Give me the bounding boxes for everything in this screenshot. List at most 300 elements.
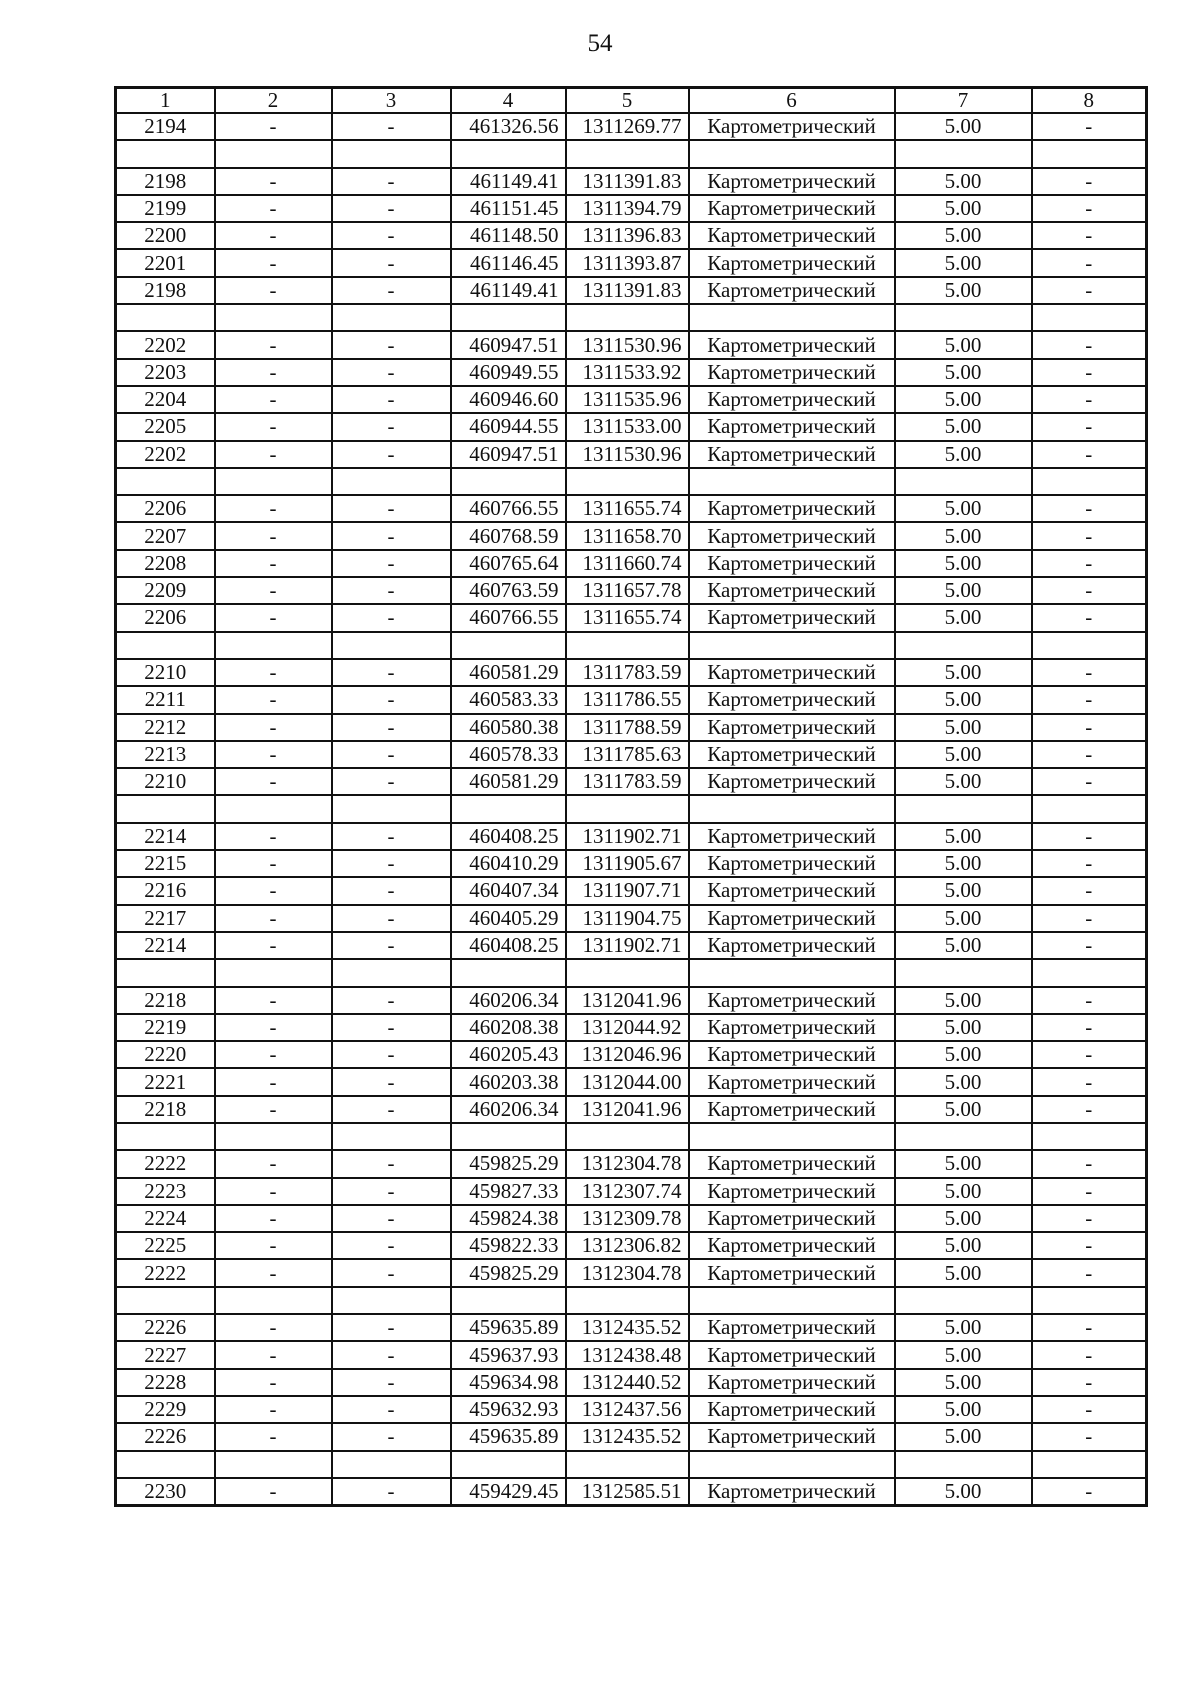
cell-col-8: - bbox=[1032, 359, 1147, 386]
cell-x-coordinate bbox=[451, 140, 566, 167]
cell-point-number: 2208 bbox=[116, 550, 215, 577]
page-number: 54 bbox=[587, 30, 613, 57]
cell-point-number: 2229 bbox=[116, 1396, 215, 1423]
cell-col-8: - bbox=[1032, 222, 1147, 249]
cell-col-3: - bbox=[332, 441, 451, 468]
cell-x-coordinate: 460765.64 bbox=[451, 550, 566, 577]
cell-col-3 bbox=[332, 468, 451, 495]
cell-y-coordinate: 1311902.71 bbox=[566, 932, 689, 959]
cell-col-8: - bbox=[1032, 1014, 1147, 1041]
cell-x-coordinate: 459825.29 bbox=[451, 1259, 566, 1286]
cell-accuracy: 5.00 bbox=[895, 1232, 1032, 1259]
cell-method bbox=[689, 1287, 895, 1314]
cell-x-coordinate: 460949.55 bbox=[451, 359, 566, 386]
cell-col-2 bbox=[215, 1123, 332, 1150]
cell-col-8: - bbox=[1032, 604, 1147, 631]
cell-x-coordinate: 459635.89 bbox=[451, 1423, 566, 1450]
table-row bbox=[116, 413, 1147, 440]
cell-method: Картометрический bbox=[689, 249, 895, 276]
table-row bbox=[116, 823, 1147, 850]
cell-accuracy: 5.00 bbox=[895, 550, 1032, 577]
cell-accuracy: 5.00 bbox=[895, 1041, 1032, 1068]
cell-x-coordinate: 459827.33 bbox=[451, 1178, 566, 1205]
cell-col-2: - bbox=[215, 686, 332, 713]
table-row bbox=[116, 1150, 1147, 1177]
cell-point-number: 2203 bbox=[116, 359, 215, 386]
cell-y-coordinate: 1311533.92 bbox=[566, 359, 689, 386]
cell-col-3: - bbox=[332, 1396, 451, 1423]
cell-point-number: 2202 bbox=[116, 441, 215, 468]
cell-x-coordinate: 460944.55 bbox=[451, 413, 566, 440]
cell-method: Картометрический bbox=[689, 1041, 895, 1068]
cell-point-number: 2218 bbox=[116, 987, 215, 1014]
cell-point-number bbox=[116, 468, 215, 495]
cell-accuracy: 5.00 bbox=[895, 522, 1032, 549]
cell-method: Картометрический bbox=[689, 1150, 895, 1177]
cell-col-3: - bbox=[332, 1096, 451, 1123]
cell-x-coordinate: 461149.41 bbox=[451, 277, 566, 304]
table-row bbox=[116, 1341, 1147, 1368]
cell-method: Картометрический bbox=[689, 1096, 895, 1123]
cell-col-3: - bbox=[332, 577, 451, 604]
cell-point-number bbox=[116, 140, 215, 167]
cell-x-coordinate: 461149.41 bbox=[451, 168, 566, 195]
cell-y-coordinate: 1312304.78 bbox=[566, 1259, 689, 1286]
cell-col-8: - bbox=[1032, 550, 1147, 577]
cell-col-3: - bbox=[332, 659, 451, 686]
cell-y-coordinate bbox=[566, 795, 689, 822]
cell-col-2: - bbox=[215, 331, 332, 358]
cell-col-3 bbox=[332, 959, 451, 986]
cell-method: Картометрический bbox=[689, 686, 895, 713]
cell-col-8: - bbox=[1032, 1423, 1147, 1450]
cell-col-3: - bbox=[332, 987, 451, 1014]
cell-accuracy: 5.00 bbox=[895, 686, 1032, 713]
cell-col-3: - bbox=[332, 604, 451, 631]
cell-method bbox=[689, 140, 895, 167]
cell-point-number: 2213 bbox=[116, 741, 215, 768]
cell-y-coordinate: 1311396.83 bbox=[566, 222, 689, 249]
cell-y-coordinate: 1311530.96 bbox=[566, 441, 689, 468]
cell-col-8 bbox=[1032, 1287, 1147, 1314]
cell-y-coordinate: 1312044.00 bbox=[566, 1068, 689, 1095]
cell-col-2: - bbox=[215, 1259, 332, 1286]
cell-col-3 bbox=[332, 140, 451, 167]
cell-x-coordinate: 459825.29 bbox=[451, 1150, 566, 1177]
cell-col-3 bbox=[332, 304, 451, 331]
cell-y-coordinate: 1312435.52 bbox=[566, 1314, 689, 1341]
cell-y-coordinate: 1312306.82 bbox=[566, 1232, 689, 1259]
table-spacer-row bbox=[116, 304, 1147, 331]
cell-col-3 bbox=[332, 632, 451, 659]
cell-col-8: - bbox=[1032, 495, 1147, 522]
cell-col-8: - bbox=[1032, 386, 1147, 413]
cell-col-2 bbox=[215, 1287, 332, 1314]
cell-accuracy bbox=[895, 1451, 1032, 1478]
cell-col-8: - bbox=[1032, 659, 1147, 686]
table-row bbox=[116, 714, 1147, 741]
cell-accuracy: 5.00 bbox=[895, 413, 1032, 440]
cell-col-8: - bbox=[1032, 577, 1147, 604]
cell-col-8: - bbox=[1032, 850, 1147, 877]
cell-col-2: - bbox=[215, 168, 332, 195]
cell-accuracy: 5.00 bbox=[895, 659, 1032, 686]
cell-x-coordinate: 460766.55 bbox=[451, 495, 566, 522]
cell-accuracy: 5.00 bbox=[895, 1369, 1032, 1396]
cell-col-2 bbox=[215, 140, 332, 167]
table-row bbox=[116, 359, 1147, 386]
cell-accuracy: 5.00 bbox=[895, 195, 1032, 222]
column-header-8: 8 bbox=[1032, 88, 1147, 114]
cell-y-coordinate: 1311786.55 bbox=[566, 686, 689, 713]
cell-point-number: 2225 bbox=[116, 1232, 215, 1259]
cell-col-3 bbox=[332, 795, 451, 822]
cell-method bbox=[689, 795, 895, 822]
cell-x-coordinate: 460405.29 bbox=[451, 905, 566, 932]
cell-accuracy bbox=[895, 140, 1032, 167]
cell-accuracy: 5.00 bbox=[895, 1096, 1032, 1123]
cell-accuracy: 5.00 bbox=[895, 1178, 1032, 1205]
cell-col-3: - bbox=[332, 550, 451, 577]
cell-col-2: - bbox=[215, 768, 332, 795]
table-body bbox=[116, 88, 1147, 1506]
cell-x-coordinate: 460947.51 bbox=[451, 441, 566, 468]
cell-method bbox=[689, 1451, 895, 1478]
table-row bbox=[116, 987, 1147, 1014]
cell-x-coordinate: 461148.50 bbox=[451, 222, 566, 249]
cell-x-coordinate: 460581.29 bbox=[451, 768, 566, 795]
cell-col-2: - bbox=[215, 359, 332, 386]
cell-col-2: - bbox=[215, 1314, 332, 1341]
cell-accuracy: 5.00 bbox=[895, 1478, 1032, 1506]
cell-col-2: - bbox=[215, 1396, 332, 1423]
cell-point-number bbox=[116, 1123, 215, 1150]
cell-x-coordinate: 459634.98 bbox=[451, 1369, 566, 1396]
cell-accuracy bbox=[895, 1123, 1032, 1150]
cell-point-number: 2201 bbox=[116, 249, 215, 276]
cell-col-3 bbox=[332, 1287, 451, 1314]
cell-x-coordinate: 460763.59 bbox=[451, 577, 566, 604]
cell-point-number: 2198 bbox=[116, 168, 215, 195]
cell-col-2: - bbox=[215, 222, 332, 249]
cell-col-8 bbox=[1032, 795, 1147, 822]
cell-accuracy: 5.00 bbox=[895, 577, 1032, 604]
cell-accuracy: 5.00 bbox=[895, 714, 1032, 741]
table-row bbox=[116, 1369, 1147, 1396]
cell-col-3: - bbox=[332, 1041, 451, 1068]
cell-point-number: 2214 bbox=[116, 932, 215, 959]
cell-method: Картометрический bbox=[689, 987, 895, 1014]
cell-accuracy: 5.00 bbox=[895, 1150, 1032, 1177]
column-header-6: 6 bbox=[689, 88, 895, 114]
cell-col-3: - bbox=[332, 905, 451, 932]
cell-y-coordinate: 1311905.67 bbox=[566, 850, 689, 877]
table-row bbox=[116, 686, 1147, 713]
cell-accuracy bbox=[895, 959, 1032, 986]
cell-col-3: - bbox=[332, 1423, 451, 1450]
cell-point-number: 2216 bbox=[116, 877, 215, 904]
cell-col-2: - bbox=[215, 1068, 332, 1095]
cell-accuracy: 5.00 bbox=[895, 741, 1032, 768]
table-row bbox=[116, 1423, 1147, 1450]
cell-col-3: - bbox=[332, 768, 451, 795]
cell-point-number: 2210 bbox=[116, 768, 215, 795]
cell-method: Картометрический bbox=[689, 1178, 895, 1205]
cell-col-3: - bbox=[332, 1369, 451, 1396]
cell-col-2: - bbox=[215, 604, 332, 631]
cell-col-8: - bbox=[1032, 768, 1147, 795]
cell-method: Картометрический bbox=[689, 195, 895, 222]
cell-accuracy bbox=[895, 1287, 1032, 1314]
cell-accuracy bbox=[895, 632, 1032, 659]
cell-point-number: 2198 bbox=[116, 277, 215, 304]
cell-y-coordinate bbox=[566, 1451, 689, 1478]
cell-point-number: 2214 bbox=[116, 823, 215, 850]
cell-col-8: - bbox=[1032, 1232, 1147, 1259]
table-spacer-row bbox=[116, 1123, 1147, 1150]
cell-x-coordinate bbox=[451, 1123, 566, 1150]
cell-col-3: - bbox=[332, 359, 451, 386]
cell-col-3: - bbox=[332, 1068, 451, 1095]
cell-col-2: - bbox=[215, 1096, 332, 1123]
cell-point-number: 2206 bbox=[116, 495, 215, 522]
cell-accuracy: 5.00 bbox=[895, 932, 1032, 959]
cell-point-number: 2211 bbox=[116, 686, 215, 713]
cell-method: Картометрический bbox=[689, 1423, 895, 1450]
cell-col-8: - bbox=[1032, 277, 1147, 304]
cell-col-8: - bbox=[1032, 522, 1147, 549]
cell-y-coordinate: 1311391.83 bbox=[566, 168, 689, 195]
cell-method: Картометрический bbox=[689, 877, 895, 904]
cell-col-3: - bbox=[332, 222, 451, 249]
cell-accuracy: 5.00 bbox=[895, 877, 1032, 904]
table-row bbox=[116, 1178, 1147, 1205]
table-spacer-row bbox=[116, 1451, 1147, 1478]
cell-col-2: - bbox=[215, 495, 332, 522]
cell-col-8: - bbox=[1032, 249, 1147, 276]
cell-accuracy: 5.00 bbox=[895, 441, 1032, 468]
cell-accuracy: 5.00 bbox=[895, 987, 1032, 1014]
table-row bbox=[116, 1096, 1147, 1123]
cell-method: Картометрический bbox=[689, 1259, 895, 1286]
cell-method: Картометрический bbox=[689, 441, 895, 468]
cell-method: Картометрический bbox=[689, 741, 895, 768]
cell-col-3: - bbox=[332, 168, 451, 195]
table-row bbox=[116, 113, 1147, 140]
cell-method bbox=[689, 632, 895, 659]
cell-col-2: - bbox=[215, 1369, 332, 1396]
table-row bbox=[116, 331, 1147, 358]
cell-col-2: - bbox=[215, 577, 332, 604]
cell-y-coordinate: 1311657.78 bbox=[566, 577, 689, 604]
cell-x-coordinate: 459822.33 bbox=[451, 1232, 566, 1259]
cell-x-coordinate: 460408.25 bbox=[451, 932, 566, 959]
cell-method: Картометрический bbox=[689, 522, 895, 549]
cell-point-number: 2217 bbox=[116, 905, 215, 932]
cell-col-3: - bbox=[332, 1232, 451, 1259]
cell-col-8: - bbox=[1032, 441, 1147, 468]
cell-method bbox=[689, 959, 895, 986]
cell-col-3: - bbox=[332, 413, 451, 440]
table-row bbox=[116, 577, 1147, 604]
cell-accuracy: 5.00 bbox=[895, 331, 1032, 358]
cell-accuracy: 5.00 bbox=[895, 823, 1032, 850]
cell-col-8: - bbox=[1032, 1178, 1147, 1205]
cell-y-coordinate bbox=[566, 1287, 689, 1314]
cell-col-2: - bbox=[215, 659, 332, 686]
cell-method: Картометрический bbox=[689, 1314, 895, 1341]
cell-accuracy: 5.00 bbox=[895, 386, 1032, 413]
cell-y-coordinate: 1311658.70 bbox=[566, 522, 689, 549]
cell-col-8 bbox=[1032, 632, 1147, 659]
cell-col-3: - bbox=[332, 714, 451, 741]
cell-col-2 bbox=[215, 1451, 332, 1478]
cell-accuracy: 5.00 bbox=[895, 249, 1032, 276]
coordinates-table bbox=[114, 86, 1148, 1507]
cell-point-number: 2215 bbox=[116, 850, 215, 877]
cell-accuracy: 5.00 bbox=[895, 277, 1032, 304]
table-row bbox=[116, 249, 1147, 276]
cell-accuracy: 5.00 bbox=[895, 1341, 1032, 1368]
cell-y-coordinate: 1312046.96 bbox=[566, 1041, 689, 1068]
cell-col-8 bbox=[1032, 959, 1147, 986]
cell-col-2: - bbox=[215, 1178, 332, 1205]
cell-x-coordinate: 461326.56 bbox=[451, 113, 566, 140]
cell-col-2: - bbox=[215, 741, 332, 768]
cell-x-coordinate bbox=[451, 795, 566, 822]
cell-x-coordinate: 460581.29 bbox=[451, 659, 566, 686]
column-header-7: 7 bbox=[895, 88, 1032, 114]
cell-x-coordinate: 460768.59 bbox=[451, 522, 566, 549]
cell-col-3: - bbox=[332, 277, 451, 304]
cell-y-coordinate: 1311785.63 bbox=[566, 741, 689, 768]
cell-y-coordinate: 1311902.71 bbox=[566, 823, 689, 850]
cell-point-number: 2223 bbox=[116, 1178, 215, 1205]
cell-y-coordinate: 1311269.77 bbox=[566, 113, 689, 140]
table-row bbox=[116, 905, 1147, 932]
table-row bbox=[116, 1232, 1147, 1259]
cell-y-coordinate: 1311530.96 bbox=[566, 331, 689, 358]
cell-col-3: - bbox=[332, 386, 451, 413]
cell-y-coordinate: 1312440.52 bbox=[566, 1369, 689, 1396]
cell-col-3: - bbox=[332, 1178, 451, 1205]
cell-col-8: - bbox=[1032, 1341, 1147, 1368]
cell-y-coordinate: 1311907.71 bbox=[566, 877, 689, 904]
cell-col-8: - bbox=[1032, 1478, 1147, 1506]
cell-x-coordinate bbox=[451, 1287, 566, 1314]
cell-accuracy: 5.00 bbox=[895, 359, 1032, 386]
cell-col-2: - bbox=[215, 1041, 332, 1068]
table-row bbox=[116, 195, 1147, 222]
cell-accuracy: 5.00 bbox=[895, 1396, 1032, 1423]
cell-x-coordinate: 460766.55 bbox=[451, 604, 566, 631]
cell-point-number bbox=[116, 1287, 215, 1314]
cell-point-number: 2226 bbox=[116, 1314, 215, 1341]
cell-point-number: 2194 bbox=[116, 113, 215, 140]
cell-x-coordinate: 461151.45 bbox=[451, 195, 566, 222]
table-row bbox=[116, 877, 1147, 904]
cell-col-3: - bbox=[332, 1259, 451, 1286]
cell-x-coordinate: 460208.38 bbox=[451, 1014, 566, 1041]
cell-method: Картометрический bbox=[689, 1232, 895, 1259]
cell-y-coordinate: 1311655.74 bbox=[566, 495, 689, 522]
cell-col-8: - bbox=[1032, 1068, 1147, 1095]
cell-col-3: - bbox=[332, 850, 451, 877]
cell-col-8: - bbox=[1032, 331, 1147, 358]
cell-method: Картометрический bbox=[689, 495, 895, 522]
cell-method: Картометрический bbox=[689, 850, 895, 877]
cell-point-number: 2205 bbox=[116, 413, 215, 440]
cell-col-3: - bbox=[332, 741, 451, 768]
cell-method: Картометрический bbox=[689, 1341, 895, 1368]
cell-x-coordinate: 460206.34 bbox=[451, 1096, 566, 1123]
cell-y-coordinate: 1312437.56 bbox=[566, 1396, 689, 1423]
cell-method bbox=[689, 468, 895, 495]
cell-point-number: 2212 bbox=[116, 714, 215, 741]
cell-y-coordinate bbox=[566, 304, 689, 331]
cell-y-coordinate bbox=[566, 140, 689, 167]
cell-accuracy: 5.00 bbox=[895, 222, 1032, 249]
cell-method: Картометрический bbox=[689, 168, 895, 195]
cell-y-coordinate bbox=[566, 1123, 689, 1150]
cell-method: Картометрический bbox=[689, 714, 895, 741]
cell-point-number: 2224 bbox=[116, 1205, 215, 1232]
table-spacer-row bbox=[116, 795, 1147, 822]
cell-y-coordinate: 1311535.96 bbox=[566, 386, 689, 413]
table-row bbox=[116, 222, 1147, 249]
cell-point-number: 2218 bbox=[116, 1096, 215, 1123]
cell-point-number: 2230 bbox=[116, 1478, 215, 1506]
cell-col-3: - bbox=[332, 1341, 451, 1368]
table-row bbox=[116, 932, 1147, 959]
table-row bbox=[116, 1396, 1147, 1423]
cell-y-coordinate: 1311391.83 bbox=[566, 277, 689, 304]
cell-method: Картометрический bbox=[689, 1205, 895, 1232]
cell-accuracy bbox=[895, 795, 1032, 822]
cell-x-coordinate: 460410.29 bbox=[451, 850, 566, 877]
cell-col-3: - bbox=[332, 1014, 451, 1041]
cell-method: Картометрический bbox=[689, 932, 895, 959]
cell-col-8: - bbox=[1032, 686, 1147, 713]
cell-point-number: 2210 bbox=[116, 659, 215, 686]
cell-col-8: - bbox=[1032, 877, 1147, 904]
table-spacer-row bbox=[116, 1287, 1147, 1314]
cell-method: Картометрический bbox=[689, 413, 895, 440]
cell-col-8: - bbox=[1032, 1259, 1147, 1286]
cell-point-number: 2202 bbox=[116, 331, 215, 358]
cell-col-3: - bbox=[332, 1205, 451, 1232]
table-spacer-row bbox=[116, 632, 1147, 659]
cell-y-coordinate: 1312041.96 bbox=[566, 987, 689, 1014]
cell-point-number: 2207 bbox=[116, 522, 215, 549]
cell-method: Картометрический bbox=[689, 604, 895, 631]
cell-method: Картометрический bbox=[689, 277, 895, 304]
cell-point-number: 2221 bbox=[116, 1068, 215, 1095]
column-header-4: 4 bbox=[451, 88, 566, 114]
cell-accuracy: 5.00 bbox=[895, 1259, 1032, 1286]
cell-accuracy: 5.00 bbox=[895, 905, 1032, 932]
cell-col-3 bbox=[332, 1451, 451, 1478]
cell-method: Картометрический bbox=[689, 1478, 895, 1506]
cell-y-coordinate bbox=[566, 959, 689, 986]
cell-method: Картометрический bbox=[689, 359, 895, 386]
cell-y-coordinate: 1312044.92 bbox=[566, 1014, 689, 1041]
cell-accuracy: 5.00 bbox=[895, 168, 1032, 195]
cell-col-8 bbox=[1032, 1451, 1147, 1478]
cell-col-3: - bbox=[332, 331, 451, 358]
cell-col-8 bbox=[1032, 1123, 1147, 1150]
column-header-3: 3 bbox=[332, 88, 451, 114]
